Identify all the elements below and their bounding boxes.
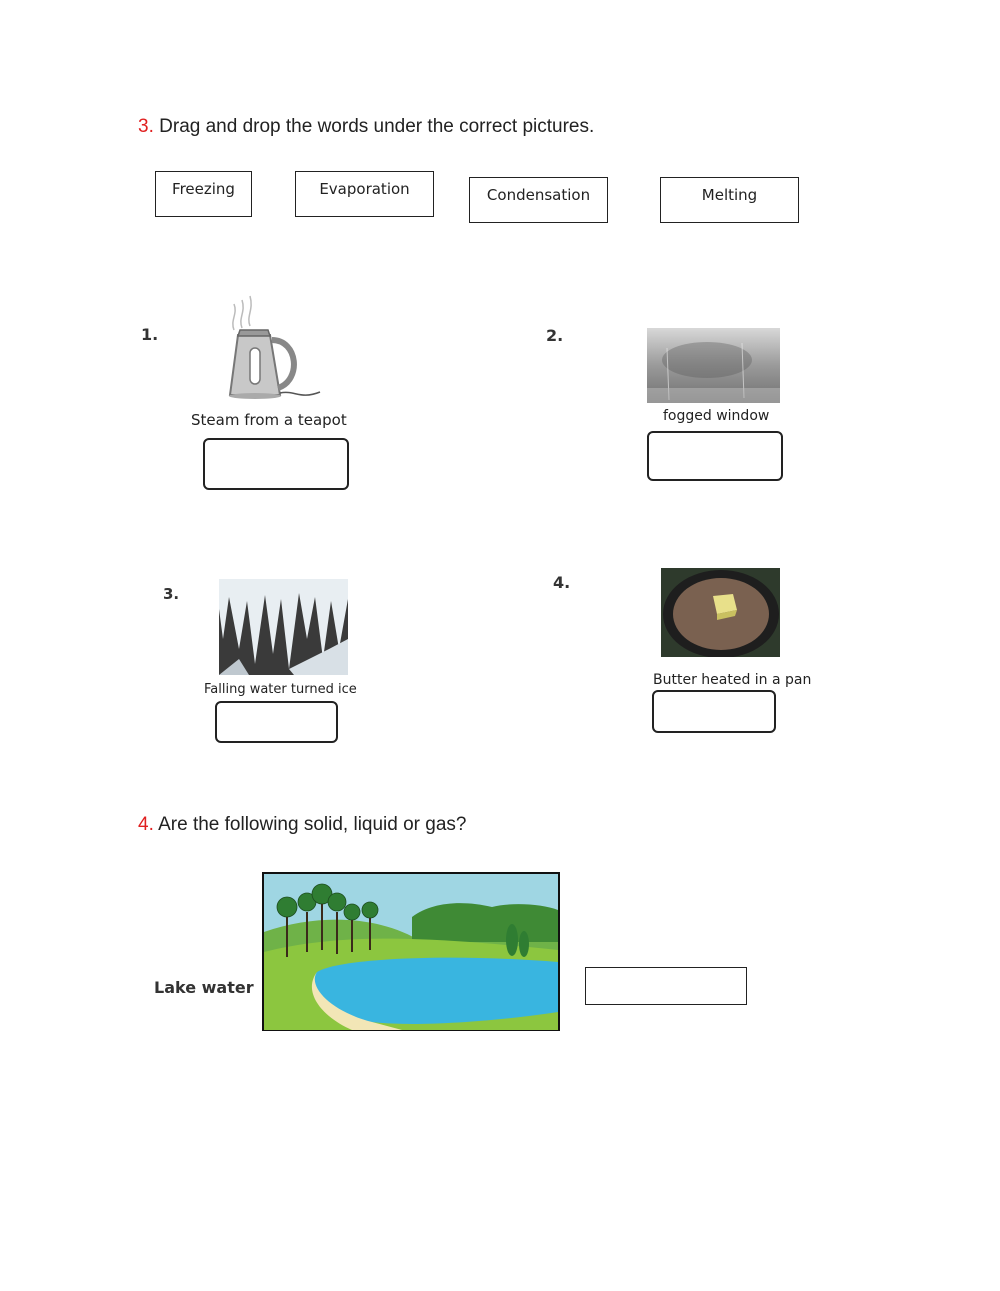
item-4-caption: Butter heated in a pan xyxy=(653,672,812,688)
item-1-caption: Steam from a teapot xyxy=(191,411,347,429)
item-4-number: 4. xyxy=(553,573,571,592)
item-2-caption: fogged window xyxy=(663,408,770,424)
word-evaporation[interactable]: Evaporation xyxy=(295,171,434,217)
word-freezing[interactable]: Freezing xyxy=(155,171,252,217)
lake-landscape-image xyxy=(262,872,562,1042)
item-3-number: 3. xyxy=(163,585,180,603)
word-melting[interactable]: Melting xyxy=(660,177,799,223)
question-4-text: Are the following solid, liquid or gas? xyxy=(158,814,467,835)
question-3-title xyxy=(138,116,594,138)
drop-box-2[interactable] xyxy=(647,431,783,481)
drop-box-3[interactable] xyxy=(215,701,338,743)
question-3-text: Drag and drop the words under the correct pictures. xyxy=(159,116,595,137)
question-3-number: 3. xyxy=(138,116,154,137)
fogged-window-image xyxy=(647,328,780,403)
item-2-number: 2. xyxy=(546,326,564,345)
item-1-number: 1. xyxy=(141,325,159,344)
drop-box-4[interactable] xyxy=(652,690,776,733)
lake-water-answer-box[interactable] xyxy=(585,967,747,1005)
icicles-image xyxy=(219,579,348,675)
butter-pan-image xyxy=(661,568,780,657)
drop-box-1[interactable] xyxy=(203,438,349,490)
question-4-number: 4. xyxy=(138,814,154,835)
item-3-caption: Falling water turned ice xyxy=(204,682,357,697)
word-condensation[interactable]: Condensation xyxy=(469,177,608,223)
question-4-title xyxy=(138,814,467,836)
kettle-steam-image xyxy=(220,290,330,405)
lake-water-label: Lake water xyxy=(154,978,254,997)
